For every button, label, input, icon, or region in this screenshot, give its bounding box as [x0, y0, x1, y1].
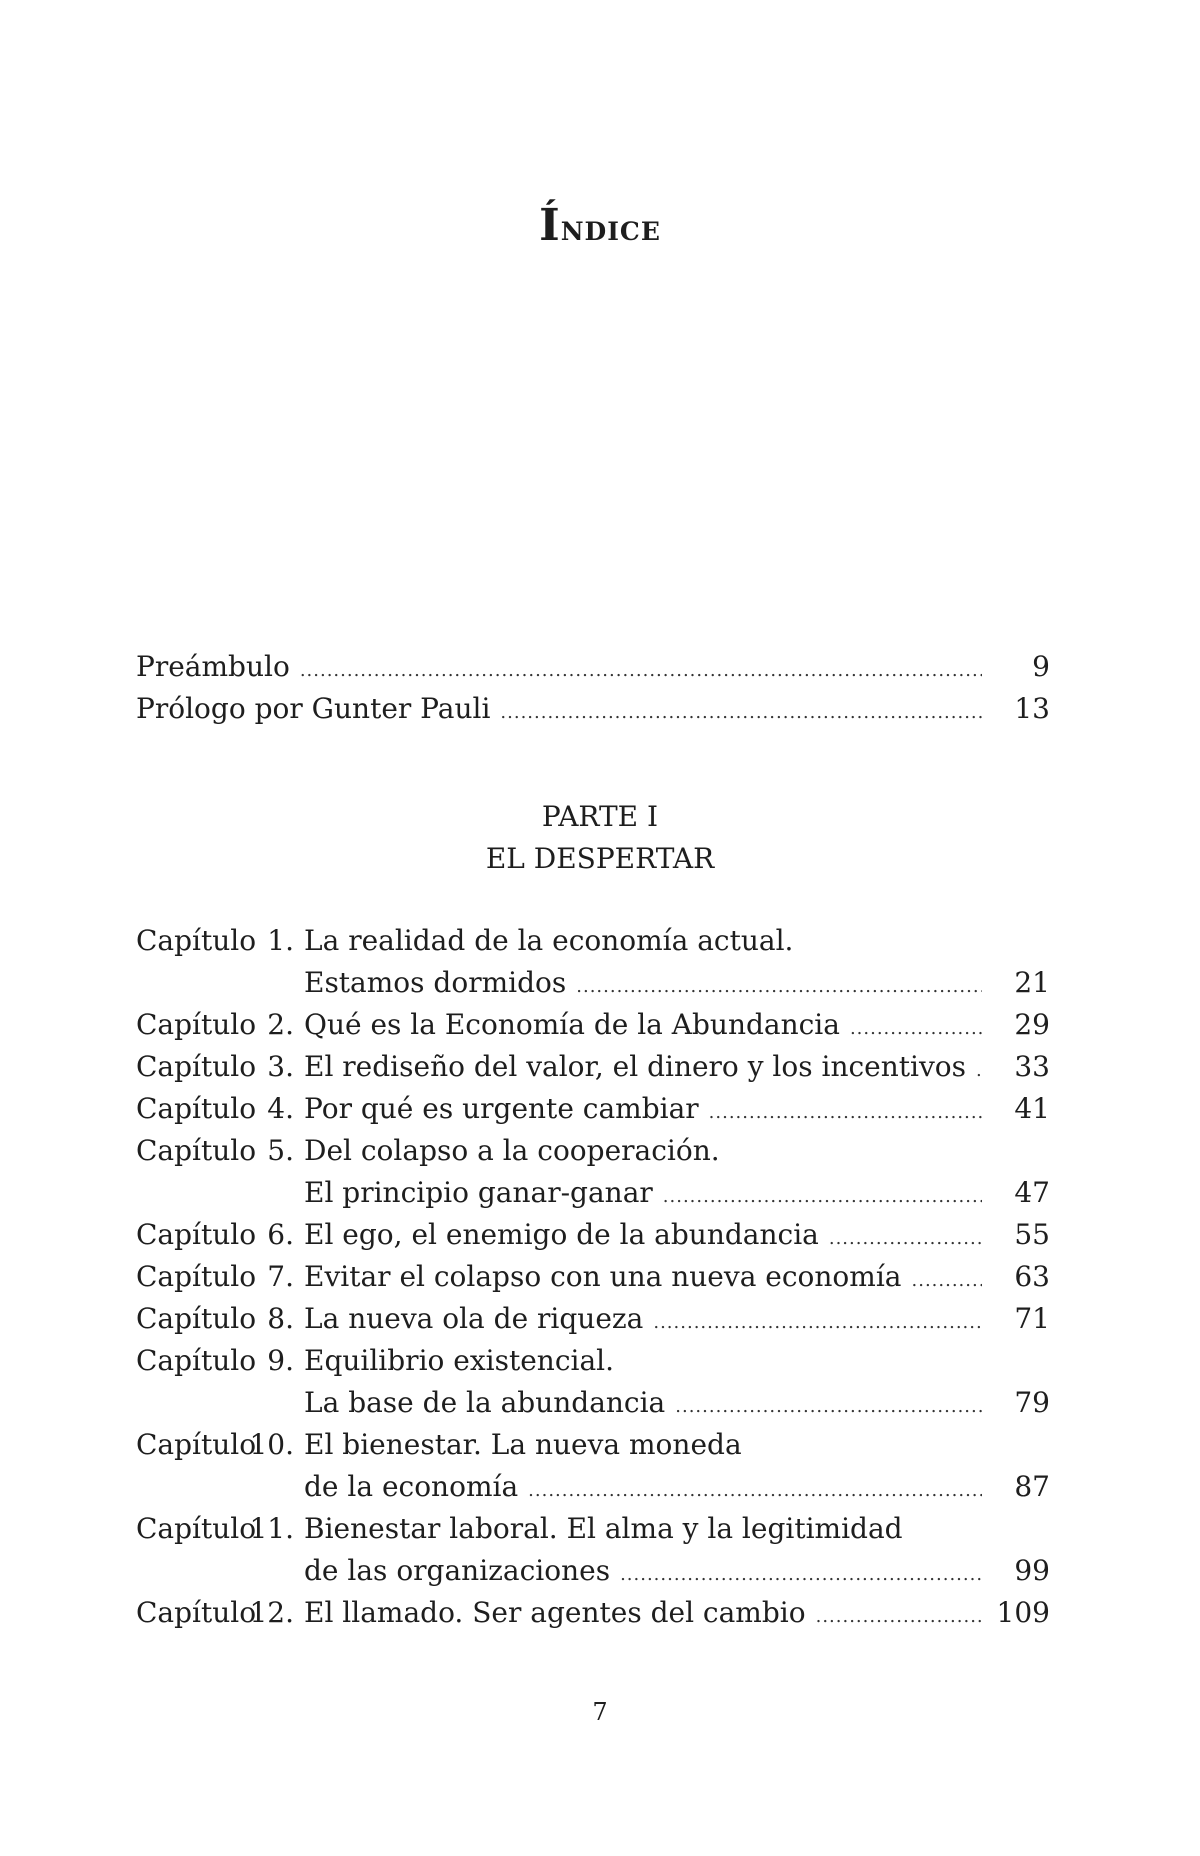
toc-row [136, 688, 1050, 730]
chapter-number: 2. [267, 1008, 294, 1041]
toc-entry-line [304, 1298, 1050, 1344]
toc-page-number: 79 [1014, 1386, 1050, 1419]
toc-entry-title: Qué es la Economía de la Abundancia [304, 1008, 840, 1041]
toc-row-continuation [136, 1550, 1050, 1592]
chapter-word: Capítulo [136, 1344, 257, 1377]
dot-leader [709, 1092, 982, 1134]
toc-page-number: 9 [1032, 650, 1050, 683]
toc-row-continuation [136, 1466, 1050, 1508]
toc-entry-title: Evitar el colapso con una nueva economía [304, 1260, 902, 1293]
toc-entry-line [304, 962, 1050, 1008]
toc-row [136, 920, 1050, 962]
toc-page-number: 33 [1014, 1050, 1050, 1083]
toc-row [136, 1004, 1050, 1046]
title-rest: ndice [560, 207, 661, 249]
toc-entry-title: El ego, el enemigo de la abundancia [304, 1218, 819, 1251]
chapter-word: Capítulo [136, 1302, 257, 1335]
toc-entry-title: La base de la abundancia [304, 1386, 666, 1419]
chapter-number: 5. [267, 1134, 294, 1167]
toc-row [136, 1088, 1050, 1130]
chapter-word: Capítulo [136, 924, 257, 957]
toc-entry-title: Prólogo por Gunter Pauli [136, 692, 491, 725]
toc-entry-line [304, 1088, 1050, 1134]
chapter-number: 12. [249, 1596, 294, 1629]
toc-entry-line [304, 1004, 1050, 1050]
toc-entry-line [304, 1046, 1050, 1092]
chapter-number: 11. [249, 1512, 294, 1545]
toc-entry-title: El principio ganar-ganar [304, 1176, 653, 1209]
toc-entry-line [304, 1550, 1050, 1596]
toc-entry-line [136, 646, 1050, 692]
dot-leader [829, 1218, 982, 1260]
toc-entry-line [304, 1592, 1050, 1638]
toc-row-continuation [136, 1382, 1050, 1424]
dot-leader [620, 1554, 982, 1596]
chapter-word: Capítulo [136, 1092, 257, 1125]
page-number: 7 [592, 1698, 608, 1726]
chapter-word: Capítulo [136, 1008, 257, 1041]
toc-page-number: 21 [1014, 966, 1050, 999]
chapter-word: Capítulo [136, 1428, 257, 1461]
chapter-number: 10. [249, 1428, 294, 1461]
dot-leader [675, 1386, 982, 1428]
chapter-list [136, 920, 1050, 1634]
toc-row [136, 1256, 1050, 1298]
toc-entry-title: Por qué es urgente cambiar [304, 1092, 699, 1125]
chapter-word: Capítulo [136, 1596, 257, 1629]
toc-row [136, 1340, 1050, 1382]
part-label: PARTE I [541, 800, 659, 833]
toc-page-number: 109 [996, 1596, 1050, 1629]
dot-leader [663, 1176, 982, 1218]
chapter-word: Capítulo [136, 1050, 257, 1083]
toc-entry-title: de las organizaciones [304, 1554, 611, 1587]
toc-row [136, 1046, 1050, 1088]
toc-row [136, 1508, 1050, 1550]
toc-page-number: 47 [1014, 1176, 1050, 1209]
dot-leader [500, 692, 982, 734]
toc-entry-title: Preámbulo [136, 650, 290, 683]
page-title [0, 200, 1200, 251]
toc-entry-line [304, 1382, 1050, 1428]
chapter-word: Capítulo [136, 1134, 257, 1167]
chapter-number: 3. [267, 1050, 294, 1083]
chapter-number: 9. [267, 1344, 294, 1377]
toc-page-number: 41 [1014, 1092, 1050, 1125]
chapter-word: Capítulo [136, 1512, 257, 1545]
toc-page-number: 87 [1014, 1470, 1050, 1503]
toc-entry-title: El rediseño del valor, el dinero y los incentivos [304, 1050, 967, 1083]
dot-leader [850, 1008, 982, 1050]
chapter-number: 4. [267, 1092, 294, 1125]
front-matter-list [136, 646, 1050, 730]
toc-entry-title: Estamos dormidos [304, 966, 567, 999]
toc-page-number: 29 [1014, 1008, 1050, 1041]
title-initial: Í [539, 200, 561, 251]
chapter-number: 8. [267, 1302, 294, 1335]
toc-page-number: 99 [1014, 1554, 1050, 1587]
dot-leader [528, 1470, 982, 1512]
toc-row [136, 646, 1050, 688]
toc-entry-line [304, 1172, 1050, 1218]
toc-entry-line [304, 1214, 1050, 1260]
toc-entry-line [304, 1466, 1050, 1512]
toc-entry-title: La realidad de la economía actual. [304, 924, 794, 957]
toc-entry-line [304, 1256, 1050, 1302]
toc-page-number: 55 [1014, 1218, 1050, 1251]
dot-leader [653, 1302, 982, 1344]
dot-leader [576, 966, 982, 1008]
toc-row [136, 1214, 1050, 1256]
toc-entry-title: Bienestar laboral. El alma y la legitimidad [304, 1512, 903, 1545]
part-name: EL DESPERTAR [485, 842, 715, 875]
toc-row [136, 1592, 1050, 1634]
chapter-word: Capítulo [136, 1260, 257, 1293]
dot-leader [976, 1050, 982, 1092]
toc-page-number: 63 [1014, 1260, 1050, 1293]
toc-row-continuation [136, 962, 1050, 1004]
toc-row [136, 1130, 1050, 1172]
toc-entry-title: La nueva ola de riqueza [304, 1302, 644, 1335]
dot-leader [300, 650, 982, 692]
toc-entry-title: Del colapso a la cooperación. [304, 1134, 720, 1167]
dot-leader [912, 1260, 983, 1302]
toc-entry-title: El llamado. Ser agentes del cambio [304, 1596, 806, 1629]
toc-row [136, 1298, 1050, 1340]
toc-entry-title: de la economía [304, 1470, 519, 1503]
toc-page-number: 13 [1014, 692, 1050, 725]
dot-leader [816, 1596, 982, 1638]
chapter-word: Capítulo [136, 1218, 257, 1251]
chapter-number: 1. [267, 924, 294, 957]
toc-row-continuation [136, 1172, 1050, 1214]
toc-entry-line [136, 688, 1050, 734]
toc-page-number: 71 [1014, 1302, 1050, 1335]
chapter-number: 7. [267, 1260, 294, 1293]
toc-row [136, 1424, 1050, 1466]
toc-entry-title: El bienestar. La nueva moneda [304, 1428, 742, 1461]
chapter-number: 6. [267, 1218, 294, 1251]
toc-entry-title: Equilibrio existencial. [304, 1344, 615, 1377]
